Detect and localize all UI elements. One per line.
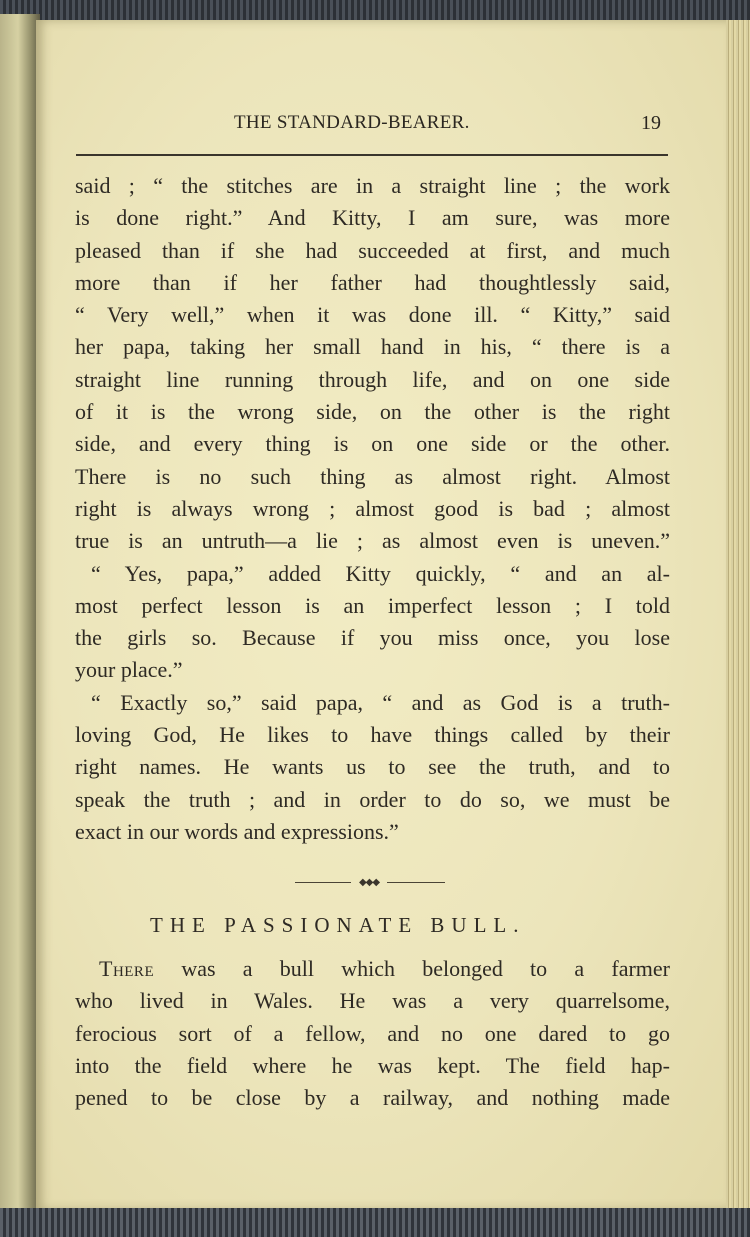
- book-gutter: [0, 14, 40, 1214]
- header-rule: [76, 154, 668, 156]
- text-line: pleased than if she had succeeded at first, and much: [75, 237, 670, 263]
- text-line: right is always wrong ; almost good is bad ; almost: [75, 495, 670, 521]
- text-line: who lived in Wales. He was a very quarrelsome,: [75, 988, 670, 1014]
- body-text-first-section: [75, 170, 670, 848]
- ornament-diamonds: ◆◆◆: [358, 877, 380, 888]
- opening-word: There: [99, 956, 155, 981]
- divider-rule-left: [295, 882, 351, 883]
- text-line: straight line running through life, and on one side: [75, 366, 670, 392]
- text-line-opening: [75, 953, 670, 985]
- text-line: There is no such thing as almost right. Almost: [75, 463, 670, 489]
- text-line: your place.”: [75, 657, 183, 683]
- text-line: “ Exactly so,” said papa, “ and as God is a truth-: [91, 689, 670, 715]
- divider-rule-right: [387, 882, 445, 883]
- text-line: exact in our words and expressions.”: [75, 818, 399, 844]
- text-line: more than if her father had thoughtlessly said,: [75, 269, 670, 295]
- text-line: said ; “ the stitches are in a straight line ; the work: [75, 173, 670, 198]
- opening-line-rest: was a bull which belonged to a farmer: [154, 956, 670, 981]
- body-text-second-section: [75, 953, 670, 1114]
- book-bottom-edge: [0, 1208, 750, 1237]
- text-line: true is an untruth—a lie ; as almost even is uneven.”: [75, 528, 670, 554]
- page-fore-edge: [726, 20, 750, 1215]
- text-line: into the field where he was kept. The field hap-: [75, 1052, 670, 1078]
- running-head-title: THE STANDARD-BEARER.: [234, 112, 470, 133]
- text-line: side, and every thing is on one side or the other.: [75, 431, 670, 457]
- text-line: “ Yes, papa,” added Kitty quickly, “ and an al-: [91, 560, 670, 586]
- text-line: is done right.” And Kitty, I am sure, was more: [75, 205, 670, 231]
- text-line: ferocious sort of a fellow, and no one dared to go: [75, 1020, 670, 1046]
- text-line: right names. He wants us to see the truth, and to: [75, 754, 670, 780]
- text-line: speak the truth ; and in order to do so, we must be: [75, 786, 670, 812]
- text-line: her papa, taking her small hand in his, “ there is a: [75, 334, 670, 360]
- book-top-edge: [0, 0, 750, 22]
- text-line: of it is the wrong side, on the other is the right: [75, 399, 670, 425]
- text-line: “ Very well,” when it was done ill. “ Kitty,” said: [75, 302, 670, 328]
- text-line: loving God, He likes to have things called by their: [75, 722, 670, 748]
- text-line: most perfect lesson is an imperfect lesson ; I told: [75, 592, 670, 618]
- page-number: 19: [641, 112, 661, 134]
- section-divider-ornament: [295, 873, 445, 893]
- text-line: pened to be close by a railway, and nothing made: [75, 1085, 670, 1111]
- text-line: the girls so. Because if you miss once, you lose: [75, 625, 670, 651]
- section-title: THE PASSIONATE BULL.: [150, 913, 526, 937]
